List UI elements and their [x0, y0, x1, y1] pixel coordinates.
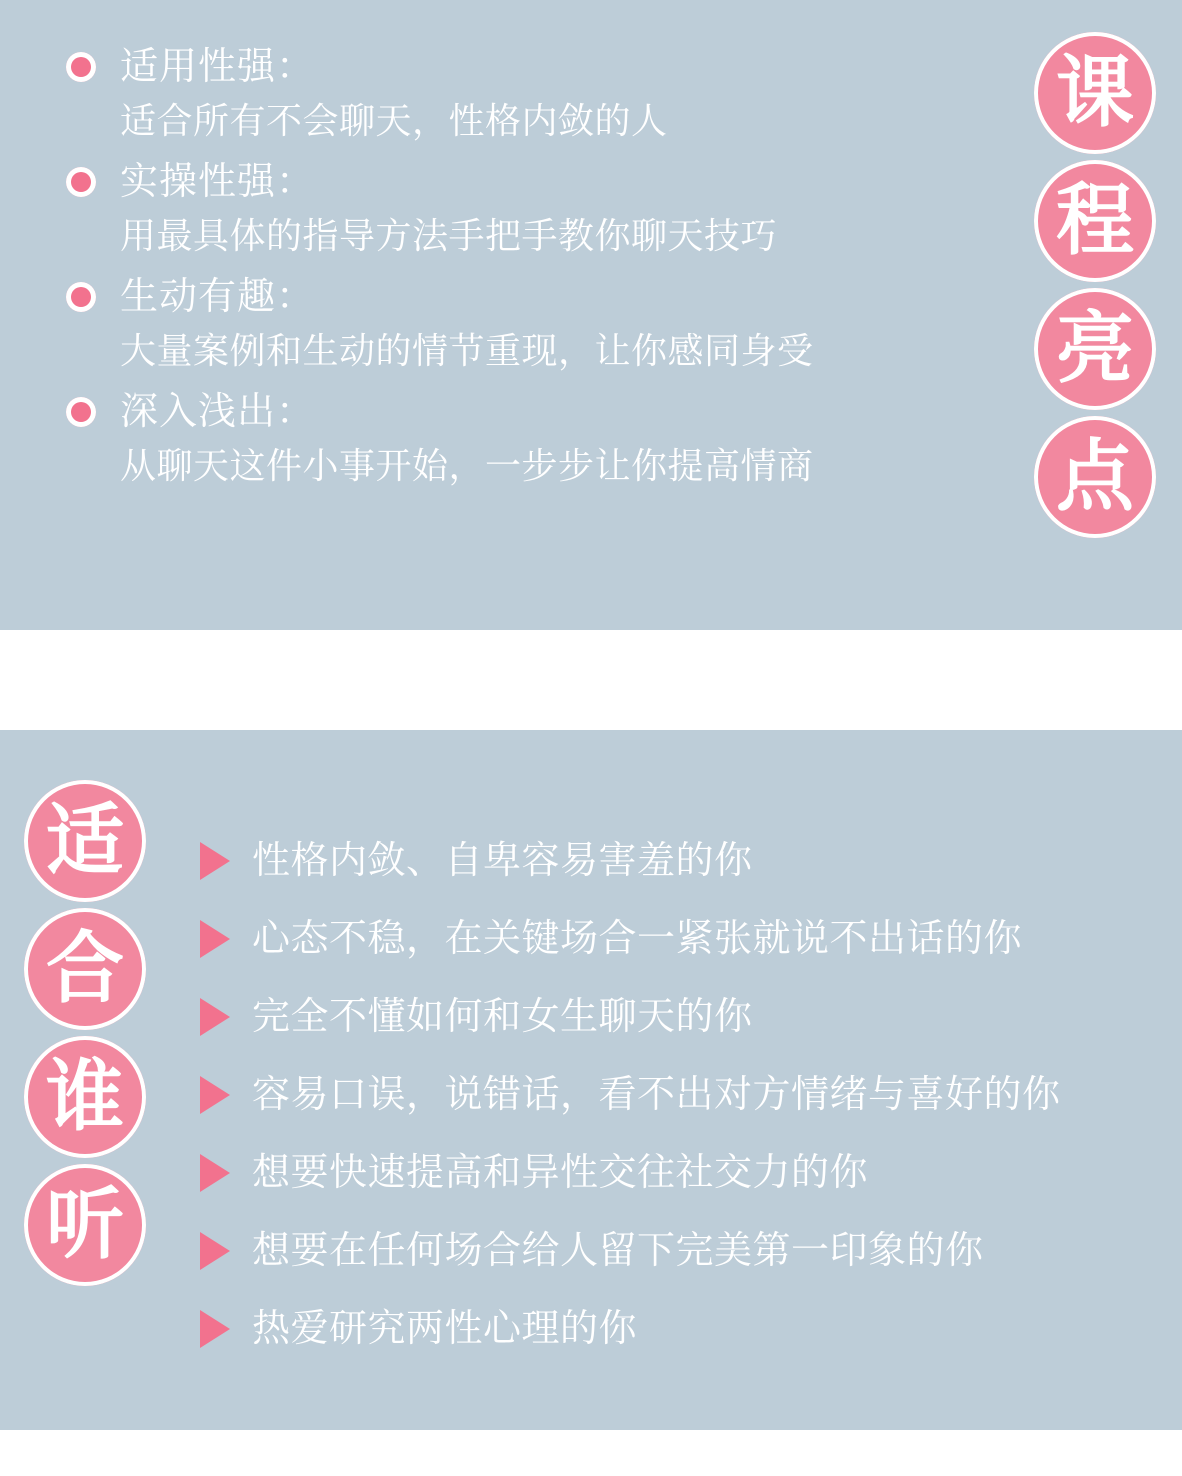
highlight-title: 深入浅出： — [120, 391, 316, 433]
triangle-bullet-icon — [200, 1154, 230, 1192]
audience-item-label: 热爱研究两性心理的你 — [252, 1308, 638, 1350]
highlight-description: 从聊天这件小事开始，一步步让你提高情商 — [120, 445, 814, 486]
highlight-heading-row — [66, 151, 996, 213]
ring-bullet-icon — [66, 52, 96, 82]
highlight-heading-row — [66, 36, 996, 98]
list-item — [200, 978, 1170, 1056]
highlight-list — [66, 36, 996, 496]
list-item — [200, 1212, 1170, 1290]
highlight-title: 适用性强： — [120, 46, 316, 88]
course-highlights-section — [0, 0, 1182, 630]
audience-item-label: 性格内敛、自卑容易害羞的你 — [252, 840, 753, 882]
triangle-bullet-icon — [200, 1232, 230, 1270]
list-item — [200, 822, 1170, 900]
stamp-badge: 谁 — [24, 1036, 146, 1158]
audience-item-label: 心态不稳，在关键场合一紧张就说不出话的你 — [252, 918, 1023, 960]
stamp-badge: 亮 — [1034, 288, 1156, 410]
audience-list — [200, 822, 1170, 1368]
audience-item-label: 想要在任何场合给人留下完美第一印象的你 — [252, 1230, 984, 1272]
target-audience-stamp-column — [24, 780, 146, 1286]
triangle-bullet-icon — [200, 920, 230, 958]
highlight-item — [66, 266, 996, 373]
triangle-bullet-icon — [200, 998, 230, 1036]
highlight-title: 生动有趣： — [120, 276, 316, 318]
highlight-item — [66, 36, 996, 143]
ring-bullet-icon — [66, 282, 96, 312]
triangle-bullet-icon — [200, 1076, 230, 1114]
highlight-description: 用最具体的指导方法手把手教你聊天技巧 — [120, 215, 778, 256]
triangle-bullet-icon — [200, 1310, 230, 1348]
stamp-badge: 点 — [1034, 416, 1156, 538]
list-item — [200, 1290, 1170, 1368]
triangle-bullet-icon — [200, 842, 230, 880]
audience-item-label: 想要快速提高和异性交往社交力的你 — [252, 1152, 869, 1194]
highlight-item — [66, 381, 996, 488]
stamp-badge: 适 — [24, 780, 146, 902]
course-highlights-stamp-column — [1034, 32, 1156, 538]
ring-bullet-icon — [66, 397, 96, 427]
highlight-description: 大量案例和生动的情节重现，让你感同身受 — [120, 330, 814, 371]
stamp-badge: 课 — [1034, 32, 1156, 154]
highlight-heading-row — [66, 266, 996, 328]
bottom-white-band — [0, 1430, 1182, 1476]
section-divider — [0, 630, 1182, 730]
audience-item-label: 容易口误，说错话，看不出对方情绪与喜好的你 — [252, 1074, 1061, 1116]
highlight-heading-row — [66, 381, 996, 443]
highlight-item — [66, 151, 996, 258]
list-item — [200, 900, 1170, 978]
target-audience-section — [0, 730, 1182, 1430]
stamp-badge: 听 — [24, 1164, 146, 1286]
ring-bullet-icon — [66, 167, 96, 197]
highlight-title: 实操性强： — [120, 161, 316, 203]
stamp-badge: 程 — [1034, 160, 1156, 282]
list-item — [200, 1134, 1170, 1212]
stamp-badge: 合 — [24, 908, 146, 1030]
audience-item-label: 完全不懂如何和女生聊天的你 — [252, 996, 753, 1038]
list-item — [200, 1056, 1170, 1134]
highlight-description: 适合所有不会聊天，性格内敛的人 — [120, 100, 668, 141]
